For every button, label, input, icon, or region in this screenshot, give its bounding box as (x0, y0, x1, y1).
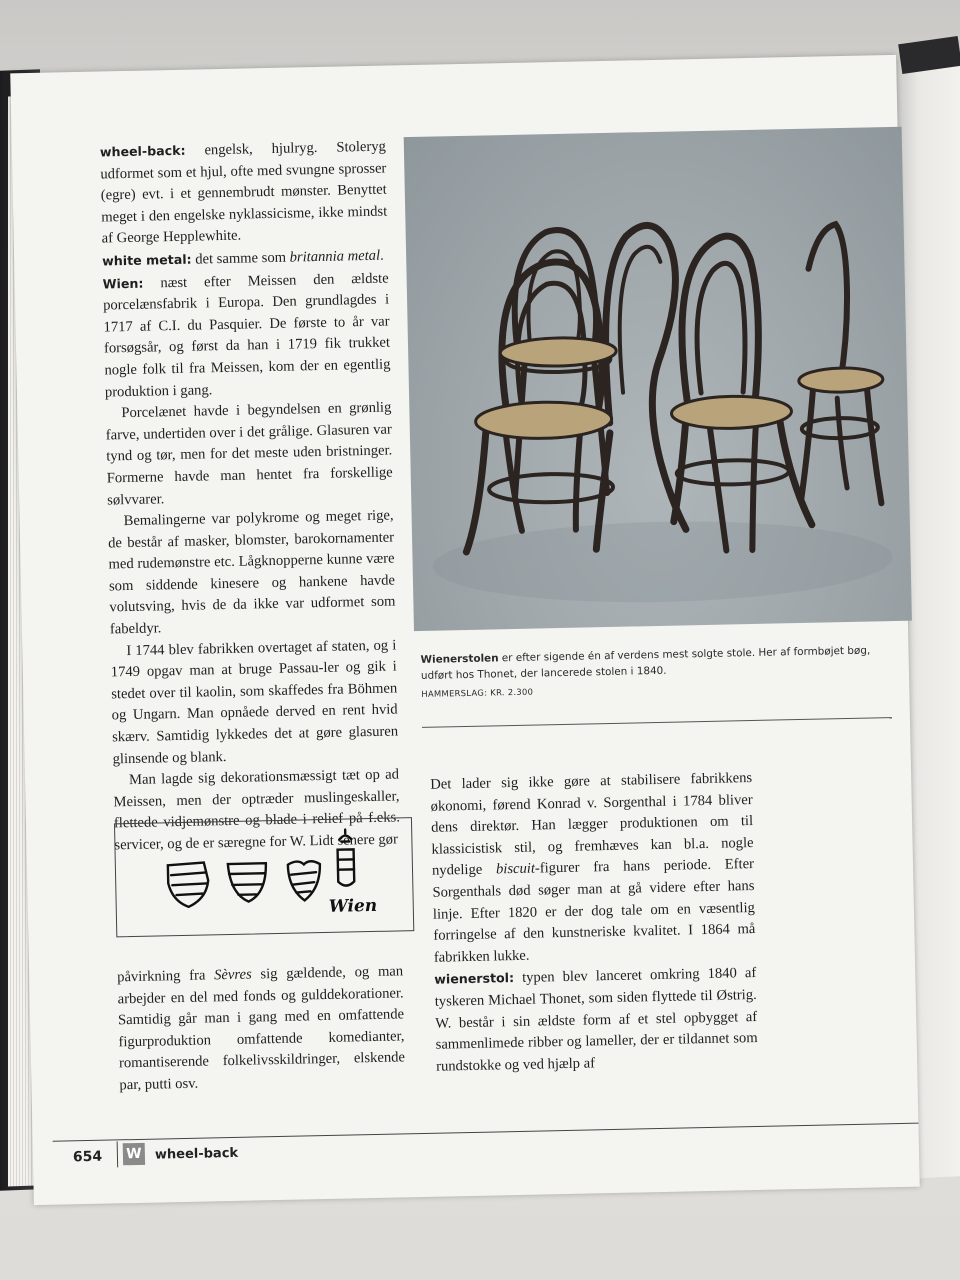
section-letter-badge: W (123, 1143, 145, 1165)
headword-white-metal: white metal: (102, 251, 192, 269)
chair-far-right (796, 223, 882, 505)
entry-text: engelsk, hjulryg. Stoleryg udformet som et hjul, ofte med svungne sprosser (egre) evt. i et gennembrudt mønster. Benyttet meget i den engelske nyklassicisme, ikke mindst af George Hepplewhite. (100, 138, 388, 247)
text: påvirkning fra (117, 967, 215, 986)
text: sig gældende, og man arbejder en del med fonds og gulddekorationer. Samtidig går man i gang med en omfattende figurproduktion omfattende komedianter, romantiserende folkelivsskildringer, elskende par, putti osv. (117, 963, 406, 1094)
shield-mark-1 (168, 862, 209, 907)
caption-title: Wienerstolen (420, 652, 499, 666)
entry-text: det samme som (191, 249, 290, 268)
text: -figurer fra hans periode. Efter Sorgenthals død søger man at gå videre efter hans linje. Efter 1820 er der dog tale om en væsentlig forringelse af den kunstneriske kvalitet. I 1864 må fabrikken lukke. (432, 856, 756, 966)
footer-rule (53, 1123, 919, 1142)
headword-wienerstol: wienerstol: (434, 970, 515, 988)
paragraph: Bemalingerne var polykrome og meget rige, de består af masker, blomster, barokornamenter med rudemønstre etc. Lågknopperne kunne være som siddende kinesere og hankene havde volutsving, hvis de da ikke var udformet som fabeldyr. (107, 507, 396, 638)
wien-signature: Wien (328, 895, 378, 917)
caption-text: er efter sigende én af verdens mest solgte stole. Her af formbøjet bøg, udført hos Thonet, der lancerede stolen i 1840. (420, 644, 871, 682)
hammer-price: HAMMERSLAG: KR. 2.300 (421, 686, 534, 699)
shield-mark-2 (228, 863, 267, 902)
porcelain-marks-figure (114, 817, 414, 937)
headword-wien: Wien: (102, 275, 144, 292)
right-column (430, 768, 758, 1078)
caption-divider (422, 717, 892, 728)
italic-text: Sèvres (213, 966, 252, 984)
left-column-bottom (117, 961, 406, 1097)
paragraph: Porcelænet havde i begyndelsen en grønlig farve, undertiden over i det grålige. Glasuren var tynd og tør, men for det meste uden bristninger. Formerne havde man hentet fra forskellige sølvvarer. (105, 399, 393, 508)
chair-front-right (668, 235, 813, 552)
entry-wienerstol (434, 962, 758, 1078)
entry-wheel-back (100, 136, 388, 251)
left-column-top (100, 136, 401, 857)
chairs-illustration (404, 127, 912, 631)
page-number: 654 (72, 1148, 103, 1166)
paragraph: I 1744 blev fabrikken overtaget af staten, og i 1749 opgav man at bruge Passau-ler og gik i stedet over til kaolin, som skaffedes fra Böhmen og Ungarn. Man opnåede derved en rent hvid skærv. Samtidig lykkedes det at gøre glasuren glinsende og blank. (110, 637, 399, 768)
crowned-shield-mark (337, 829, 354, 885)
text: Det lader sig ikke gøre at stabilisere fabrikkens økonomi, førend Konrad v. Sorgenthal i 1784 bliver dens direktør. Han lægger produktionen om til klassicistisk stil, og fremhæves kan bl.a. nogle nydelige (430, 770, 754, 880)
paragraph (117, 961, 406, 1097)
italic-text: biscuit (495, 860, 536, 878)
paragraph: Man lagde sig dekorationsmæssigt tæt op ad Meissen, men der optræder muslingeskaller, flettede vidjemønstre og blade i relief på f.eks. servicer, og de er særegne for W. Lidt senere gør (113, 766, 401, 854)
footer-separator (117, 1141, 119, 1167)
running-head: wheel-back (154, 1145, 239, 1163)
entry-text: . (379, 247, 384, 264)
chair-middle (603, 225, 686, 531)
paragraph (430, 768, 756, 969)
shield-mark-3 (288, 861, 321, 901)
entry-text: typen blev lanceret omkring 1840 af tyskeren Michael Thonet, som siden flyttede til Østrig. W. består i sin ældste form af et stel opbygget af sammenlimede ribber og lameller, der er tildannet som rundstokke og ved hjælp af (434, 965, 758, 1075)
photo-caption (420, 642, 891, 702)
cross-reference: britannia metal (289, 247, 381, 266)
entry-wien (102, 267, 391, 404)
headword-wheel-back: wheel-back: (99, 142, 186, 160)
book-page (10, 55, 920, 1205)
thonet-chairs-photo (404, 127, 912, 631)
factory-marks-illustration (115, 818, 413, 936)
entry-text: næst efter Meissen den ældste porcelænsfabrik i Europa. Den grundlagdes i 1717 af C.I. du Pasquier. De første to år var forsøgsår, og først da han i 1719 fik trukket nogle folk til fra Meissen, kom der en egentlig produktion i gang. (102, 270, 391, 401)
